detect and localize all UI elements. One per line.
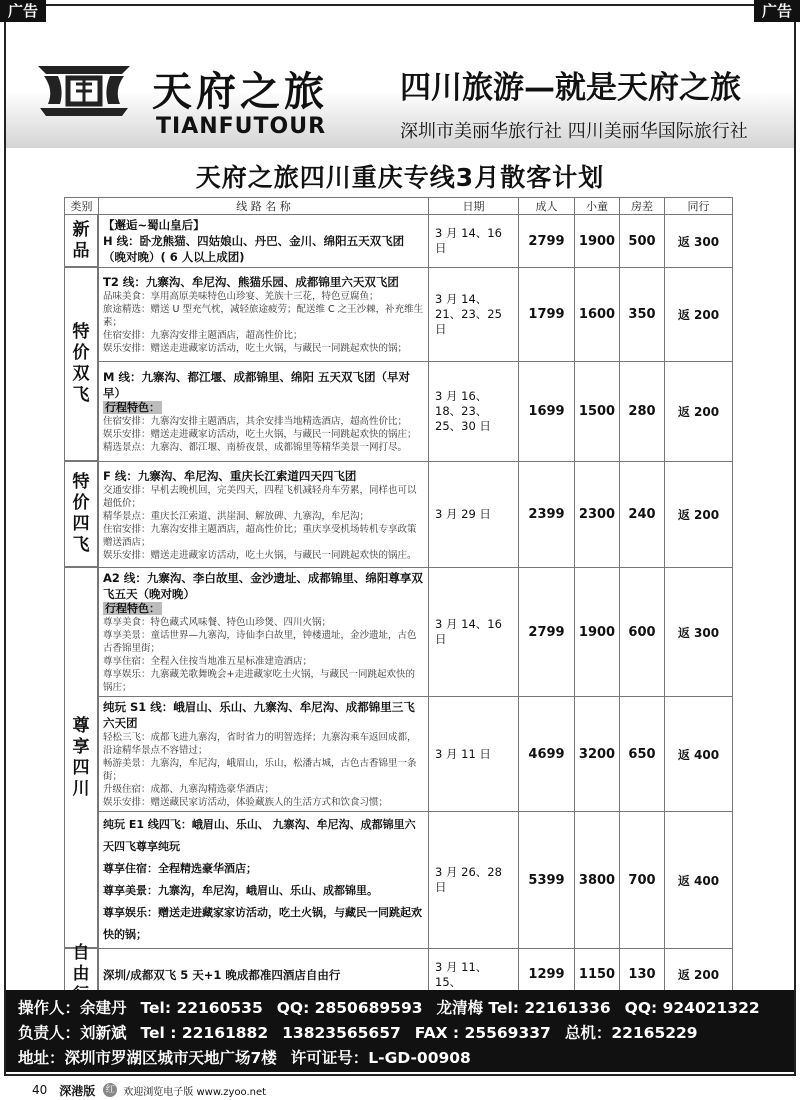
departure-dates: 3 月 26、28 日	[429, 812, 519, 949]
peer-rebate: 返 200	[665, 949, 733, 1001]
route-detail: 升级住宿：成都、九寨沟精选豪华酒店；	[103, 784, 275, 795]
adult-price: 1799	[519, 268, 575, 362]
table-row	[65, 462, 733, 568]
category-label: 新 品	[64, 214, 98, 267]
manager-tel: Tel : 22161882	[140, 1024, 269, 1042]
contact-row-3	[18, 1046, 782, 1071]
route-detail: 尊享娱乐：九寨藏羌歌舞晚会+走进藏家吃土火锅，与藏民一同跳起欢快的锅庄；	[103, 669, 415, 693]
route-detail: 娱乐安排：赠送走进藏家访活动，吃土火锅，与藏民一同跳起欢快的锅庄；	[103, 429, 417, 440]
child-price: 1900	[575, 215, 620, 268]
header-child: 小童	[575, 198, 620, 215]
ad-label-left: 广告	[0, 0, 46, 22]
second-operator-qq: QQ: 924021322	[624, 999, 760, 1017]
peer-rebate: 返 200	[665, 462, 733, 568]
child-price: 1500	[575, 362, 620, 462]
manager-mobile: 13823565657	[282, 1024, 401, 1042]
route-detail: 精华景点：重庆长江索道、洪崖洞、解放碑、九寨沟，牟尼沟；	[103, 510, 370, 522]
adult-price: 1699	[519, 362, 575, 462]
header-banner	[6, 22, 794, 148]
departure-dates: 3 月 29 日	[429, 462, 519, 568]
route-title: T2 线：九寨沟、牟尼沟、熊猫乐园、成都锦里六天双飞团	[103, 275, 399, 289]
table-row	[65, 215, 733, 268]
route-detail	[103, 401, 424, 415]
room-supplement: 500	[620, 215, 665, 268]
route-detail: 尊享美景：九寨沟，牟尼沟，峨眉山、乐山、成都锦里。	[103, 884, 378, 897]
route-detail: 尊享美食：特色藏式风味餐、特色山珍煲、四川火锅；	[103, 617, 332, 628]
route-detail: 娱乐安排：赠送藏民家访活动，体验藏族人的生活方式和饮食习惯；	[103, 797, 389, 808]
second-operator-tel: 龙清梅 Tel: 22161336	[436, 999, 611, 1017]
header-date: 日期	[429, 198, 519, 215]
adult-price: 4699	[519, 697, 575, 812]
operator-tel: Tel: 22160535	[140, 999, 263, 1017]
route-title: 纯玩 S1 线：峨眉山、乐山、九寨沟、牟尼沟、成都锦里三飞六天团	[103, 700, 415, 730]
header-room-diff: 房差	[620, 198, 665, 215]
departure-dates: 3 月 14、21、23、25 日	[429, 268, 519, 362]
room-supplement: 650	[620, 697, 665, 812]
agency-names: 深圳市美丽华旅行社 四川美丽华国际旅行社	[400, 121, 748, 142]
route-detail: 娱乐安排：赠送走进藏家访活动，吃土火锅，与藏民一同跳起欢快的锅；	[103, 343, 408, 354]
route-detail: 住宿安排：九寨沟安排主题酒店，超高性价比；重庆享受机场转机专享政策赠送酒店；	[103, 523, 417, 548]
operator-name: 操作人：余建丹	[18, 999, 127, 1017]
route-detail: 畅游美景：九寨沟，牟尼沟，峨眉山，乐山，松潘古城，古色古香锦里一条街；	[103, 758, 417, 782]
license-number: 许可证号：L-GD-00908	[290, 1049, 471, 1067]
ad-label-right: 广告	[754, 0, 800, 22]
switchboard-number: 总机：22165229	[564, 1024, 698, 1042]
peer-rebate: 返 300	[665, 568, 733, 697]
edition-badge-icon: 红	[103, 1083, 117, 1097]
peer-rebate: 返 200	[665, 268, 733, 362]
table-row	[65, 268, 733, 362]
category-label: 尊 享 四 川	[64, 567, 98, 948]
route-detail: 住宿安排：九寨沟安排主题酒店，超高性价比；	[103, 330, 303, 341]
adult-price: 2799	[519, 568, 575, 697]
route-cell	[99, 362, 429, 462]
route-title: 纯玩 E1 线四飞：峨眉山、乐山、 九寨沟、牟尼沟、成都锦里六天四飞尊享纯玩	[103, 818, 416, 853]
departure-dates: 3 月 16、18、23、25、30 日	[429, 362, 519, 462]
brand-name-en: TIANFUTOUR	[156, 114, 327, 139]
category-label: 特 价 四 飞	[64, 461, 98, 567]
contact-footer	[6, 990, 794, 1072]
route-cell	[99, 812, 429, 949]
route-feature-label: 行程特色：	[105, 602, 160, 615]
route-detail: 交通安排：早机去晚机回，完美四天，四程飞机减轻舟车劳累，同样也可以超低价；	[103, 484, 417, 509]
table-row	[65, 697, 733, 812]
category-label: 自 由	[64, 948, 98, 1000]
table-row	[65, 362, 733, 462]
plan-title: 天府之旅四川重庆专线3月散客计划	[195, 163, 605, 192]
brand-slogan: 四川旅游—就是天府之旅	[400, 70, 741, 106]
route-detail: 轻松三飞：成都飞进九寨沟，省时省力的明智选择；九寨沟乘车返回成都，沿途精华景点不容错过；	[103, 732, 417, 756]
child-price: 3200	[575, 697, 620, 812]
route-detail: H 线：卧龙熊猫、四姑娘山、丹巴、金川、绵阳五天双飞团（晚对晚）( 6 人以上成团)	[103, 234, 405, 264]
contact-row-1	[18, 996, 782, 1021]
departure-dates: 3 月 14、16 日	[429, 215, 519, 268]
adult-price: 2399	[519, 462, 575, 568]
route-title: F 线：九寨沟、牟尼沟、重庆长江索道四天四飞团	[103, 468, 357, 483]
edition-label: 深港版	[59, 1083, 96, 1098]
route-title: A2 线：九寨沟、李白故里、金沙遗址、成都锦里、绵阳尊享双飞五天（晚对晚）	[103, 571, 423, 601]
route-detail: 尊享美景：童话世界—九寨沟，诗仙李白故里，钟楼遗址，金沙遗址，古色古香锦里街；	[103, 630, 417, 654]
adult-price: 2799	[519, 215, 575, 268]
route-detail: 尊享住宿：全程精选豪华酒店；	[103, 862, 257, 875]
route-title: 深圳/成都双飞 5 天+1 晚成都准四酒店自由行	[103, 967, 341, 982]
route-cell	[99, 568, 429, 697]
operator-qq: QQ: 2850689593	[276, 999, 423, 1017]
child-price: 2300	[575, 462, 620, 568]
header-adult: 成人	[519, 198, 575, 215]
page-number: 40	[32, 1083, 48, 1097]
child-price: 1150	[575, 949, 620, 1001]
route-cell	[99, 268, 429, 362]
child-price: 1900	[575, 568, 620, 697]
room-supplement: 240	[620, 462, 665, 568]
website-link[interactable]: 欢迎浏览电子版 www.zyoo.net	[123, 1086, 267, 1098]
child-price: 1600	[575, 268, 620, 362]
route-cell	[99, 697, 429, 812]
route-detail: 旅途精选：赠送 U 型充气枕，减轻旅途疲劳；配送维 C 之王沙棘，补充维生素；	[103, 304, 424, 328]
peer-rebate: 返 300	[665, 215, 733, 268]
route-title: M 线：九寨沟、都江堰、成都锦里、绵阳 五天双飞团（早对早）	[103, 370, 410, 400]
route-detail: 娱乐安排：赠送走进藏家访活动，吃土火锅，与藏民一同跳起欢快的锅庄。	[103, 549, 417, 561]
table-row	[65, 812, 733, 949]
fax-number: FAX : 25569337	[414, 1024, 551, 1042]
child-price: 3800	[575, 812, 620, 949]
route-detail: 住宿安排：九寨沟安排主题酒店，其余安排当地精选酒店，超高性价比；	[103, 416, 408, 427]
route-title: 【邂逅~蜀山皇后】	[103, 218, 205, 232]
route-feature-label: 行程特色：	[105, 401, 160, 414]
header-category: 类别	[65, 198, 99, 215]
header-route: 线 路 名 称	[99, 198, 429, 215]
departure-dates: 3 月 11 日	[429, 697, 519, 812]
route-detail: 尊享住宿：全程入住按当地准五星标准建造酒店；	[103, 656, 313, 667]
contact-row-2	[18, 1021, 782, 1046]
peer-rebate: 返 400	[665, 697, 733, 812]
adult-price: 5399	[519, 812, 575, 949]
category-label: 特 价 双 飞	[64, 267, 98, 461]
room-supplement: 130	[620, 949, 665, 1001]
tour-plan-table	[64, 197, 732, 1001]
page-bottom-bar	[0, 1080, 800, 1100]
route-cell	[99, 462, 429, 568]
departure-dates: 3 月 11、15、	[429, 949, 519, 1001]
adult-price: 1299	[519, 949, 575, 1001]
peer-rebate: 返 200	[665, 362, 733, 462]
route-detail: 精选景点：九寨沟、都江堰、南桥夜景，成都锦里等精华美景一网打尽。	[103, 442, 408, 453]
peer-rebate: 返 400	[665, 812, 733, 949]
address: 地址：深圳市罗湖区城市天地广场7楼	[18, 1049, 277, 1067]
room-supplement: 600	[620, 568, 665, 697]
route-cell	[99, 215, 429, 268]
route-detail	[103, 602, 424, 616]
table-row	[65, 568, 733, 697]
room-supplement: 700	[620, 812, 665, 949]
route-detail: 尊享娱乐：赠送走进藏家家访活动，吃土火锅，与藏民一同跳起欢快的锅；	[103, 906, 422, 941]
brand-name-cn: 天府之旅	[152, 68, 328, 115]
manager-name: 负责人：刘新斌	[18, 1024, 127, 1042]
tianfu-logo-icon	[34, 60, 134, 120]
room-supplement: 280	[620, 362, 665, 462]
route-detail: 品味美食：享用高原美味特色山珍宴、羌族十三花，特色豆腐鱼；	[103, 291, 379, 302]
departure-dates: 3 月 14、16 日	[429, 568, 519, 697]
table-header-row	[65, 198, 733, 215]
room-supplement: 350	[620, 268, 665, 362]
header-peer: 同行	[665, 198, 733, 215]
